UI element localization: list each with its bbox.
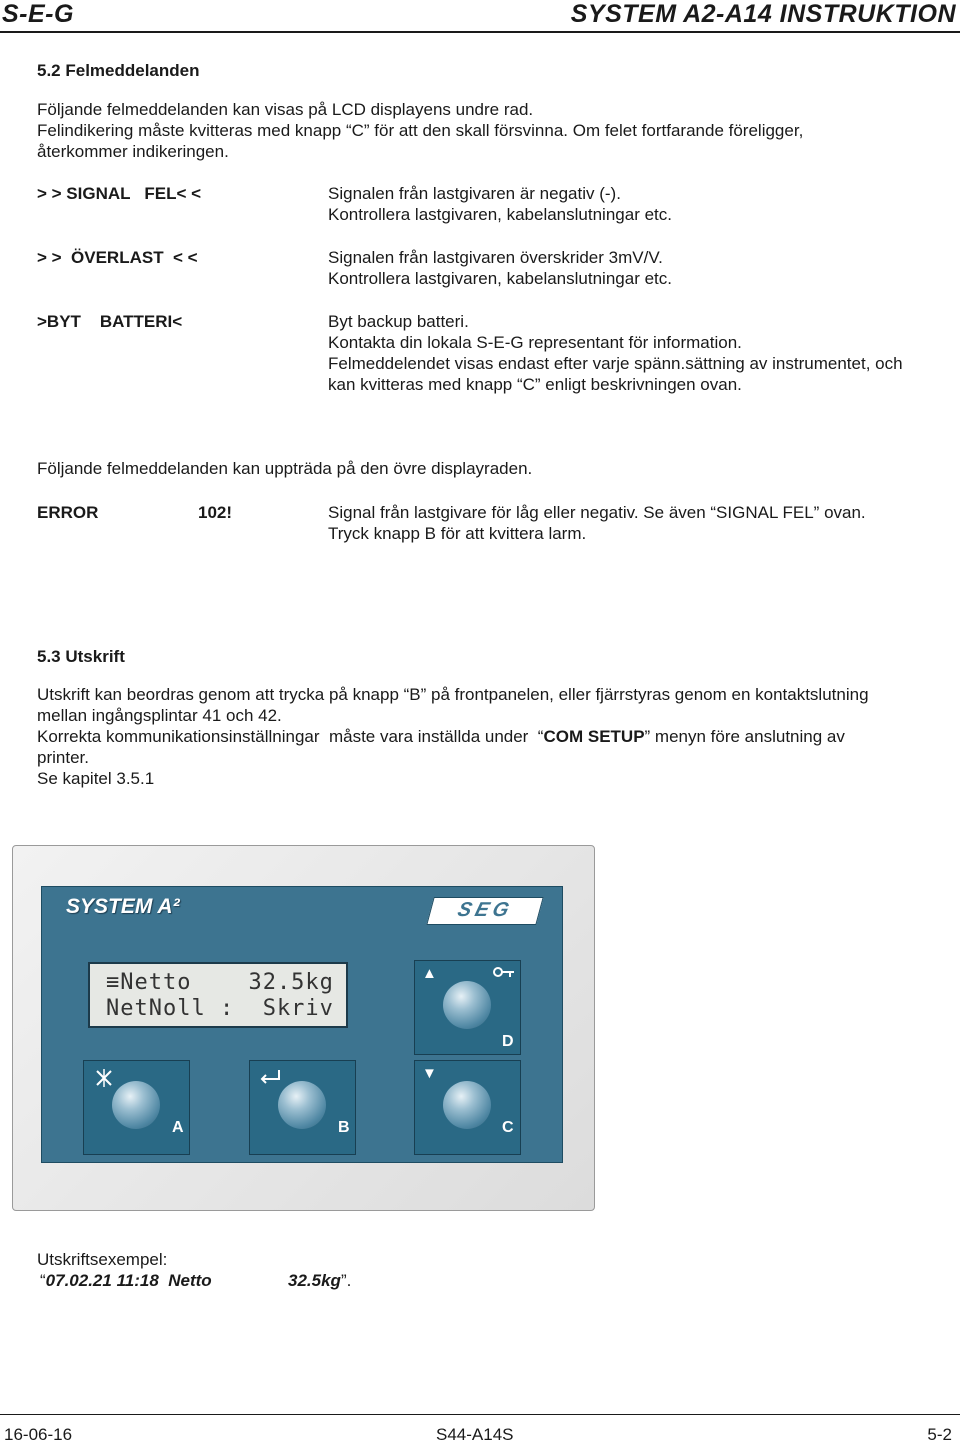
- key-a-button[interactable]: [83, 1060, 190, 1155]
- upper-row-intro: Följande felmeddelanden kan uppträda på den övre displayraden.: [37, 459, 533, 478]
- enter-icon: [258, 1069, 282, 1085]
- error-102-number: 102!: [198, 503, 233, 522]
- intro-line-3: återkommer indikeringen.: [37, 142, 229, 161]
- com-prefix: Korrekta kommunikationsinställningar måste vara inställda under “: [37, 727, 544, 746]
- utskrift-para-line: printer.: [37, 748, 89, 767]
- com-suffix: ” menyn före anslutning av: [644, 727, 845, 746]
- utskrift-com-setup-line: [37, 726, 845, 748]
- error-desc: Byt backup batteri.: [328, 312, 469, 331]
- utskrift-para-line: Se kapitel 3.5.1: [37, 769, 155, 788]
- key-b-knob: [278, 1081, 326, 1129]
- com-setup-keyword: COM SETUP: [543, 727, 645, 746]
- arrow-down-icon: ▼: [422, 1065, 437, 1082]
- header-brand: S-E-G: [2, 0, 74, 28]
- arrow-up-icon: ▲: [422, 965, 437, 982]
- example-value: [288, 1270, 351, 1292]
- error-desc: Tryck knapp B för att kvittera larm.: [328, 524, 587, 543]
- example-value-text: 32.5kg: [288, 1271, 341, 1290]
- lcd-line-2: NetNoll : Skriv: [106, 996, 334, 1021]
- device-brand: SYSTEM A²: [66, 895, 180, 918]
- key-b-label: B: [338, 1119, 350, 1136]
- example-open-quote: “: [40, 1271, 46, 1290]
- footer-page-number: 5-2: [927, 1425, 952, 1444]
- seg-logo-text: SEG: [455, 899, 516, 921]
- key-a-knob: [112, 1081, 160, 1129]
- error-desc: Kontrollera lastgivaren, kabelanslutningar etc.: [328, 205, 672, 224]
- seg-logo: [426, 897, 544, 925]
- header-rule: [0, 31, 960, 33]
- error-code-overlast: > > ÖVERLAST < <: [37, 248, 198, 267]
- error-code-signal-fel: > > SIGNAL FEL< <: [37, 184, 202, 203]
- error-desc: Signalen från lastgivaren är negativ (-).: [328, 184, 621, 203]
- example-label: Utskriftsexempel:: [37, 1250, 168, 1269]
- footer-rule: [0, 1414, 960, 1415]
- error-desc: Kontrollera lastgivaren, kabelanslutningar etc.: [328, 269, 672, 288]
- error-102-code: ERROR: [37, 503, 99, 522]
- lcd-line-1: ≡Netto 32.5kg: [106, 970, 334, 995]
- lcd-display: [88, 962, 348, 1028]
- error-desc: Signal från lastgivare för låg eller negativ. Se även “SIGNAL FEL” ovan.: [328, 503, 866, 522]
- utskrift-para-line: mellan ingångsplintar 41 och 42.: [37, 706, 282, 725]
- error-desc: Felmeddelendet visas endast efter varje spänn.sättning av instrumentet, och: [328, 354, 903, 373]
- error-desc: Kontakta din lokala S-E-G representant för information.: [328, 333, 742, 352]
- footer-doc-id: S44-A14S: [436, 1425, 514, 1444]
- section-52-heading: 5.2 Felmeddelanden: [37, 61, 200, 80]
- key-b-button[interactable]: [249, 1060, 356, 1155]
- key-d-label: D: [502, 1033, 514, 1050]
- utskrift-para-line: Utskrift kan beordras genom att trycka på knapp “B” på frontpanelen, eller fjärrstyras genom en kontaktslutning: [37, 685, 869, 704]
- tare-icon: [94, 1069, 114, 1087]
- key-c-knob: [443, 1081, 491, 1129]
- key-c-label: C: [502, 1119, 514, 1136]
- key-icon: [493, 966, 515, 980]
- error-desc: Signalen från lastgivaren överskrider 3mV/V.: [328, 248, 663, 267]
- footer-date: 16-06-16: [4, 1425, 73, 1444]
- error-desc: kan kvitteras med knapp “C” enligt beskrivningen ovan.: [328, 375, 742, 394]
- header-title: SYSTEM A2-A14 INSTRUKTION: [570, 0, 956, 28]
- key-c-button[interactable]: [414, 1060, 521, 1155]
- key-d-button[interactable]: [414, 960, 521, 1055]
- intro-line-2: Felindikering måste kvitteras med knapp “C” för att den skall försvinna. Om felet fortfarande föreligger,: [37, 121, 804, 140]
- example-date: 07.02.21 11:18 Netto: [45, 1271, 212, 1290]
- key-d-knob: [443, 981, 491, 1029]
- example-output: [40, 1270, 212, 1292]
- intro-line-1: Följande felmeddelanden kan visas på LCD displayens undre rad.: [37, 100, 534, 119]
- section-53-heading: 5.3 Utskrift: [37, 647, 125, 666]
- example-close-quote: ”.: [340, 1271, 352, 1290]
- error-code-byt-batteri: >BYT BATTERI<: [37, 312, 183, 331]
- key-a-label: A: [172, 1119, 184, 1136]
